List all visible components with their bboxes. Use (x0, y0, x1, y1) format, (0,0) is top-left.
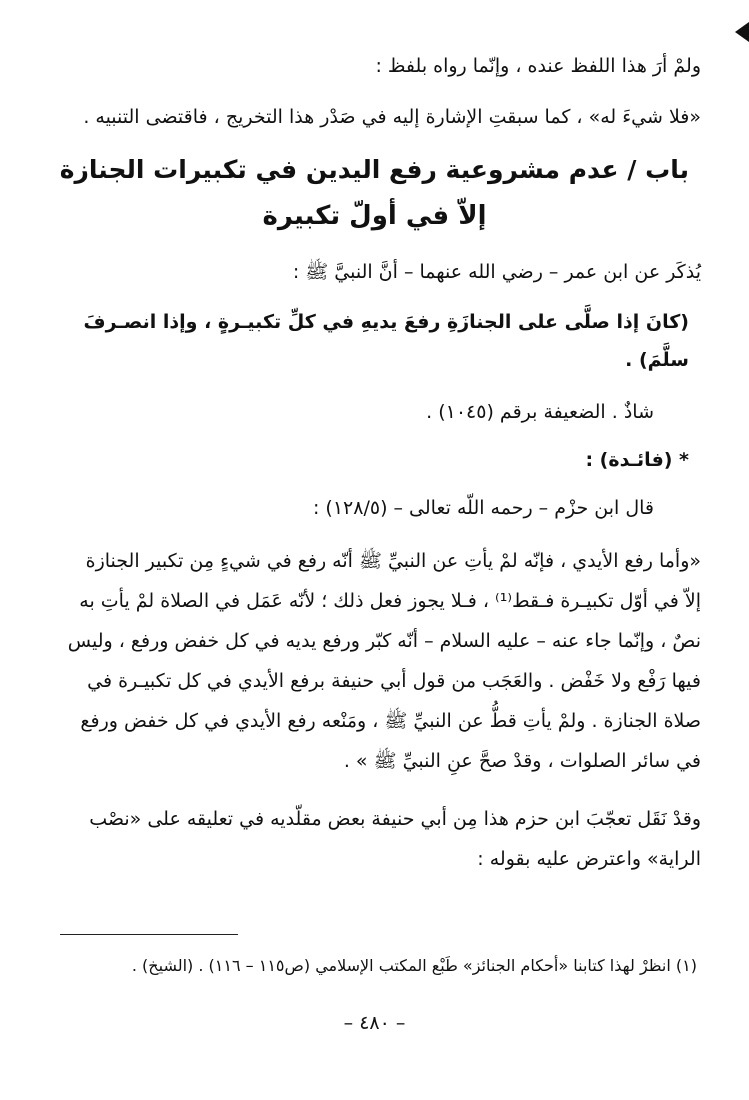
chapter-heading-line2: إلاّ في أولّ تكبيرة (262, 201, 487, 231)
text-line-1: ولمْ أرَ هذا اللفظ عنده ، وإنّما رواه بلفظ : (375, 55, 701, 77)
quote-line-5: صلاة الجنازة . ولمْ يأتِ قطُّ عن النبيِّ ﷺ ، ومَنْعه رفع الأيدي في كل خفض ورفع (80, 710, 701, 732)
hadith-text-line1: (كانَ إذا صلَّى على الجنازَةِ رفعَ يديهِ في كلِّ تكبيـرةٍ ، وإذا انصـرفَ (83, 311, 689, 333)
footnote-divider (60, 934, 238, 935)
quote-line-2: إلاّ في أوّل تكبيـرة فـقط⁽¹⁾ ، فـلا يجوز فعل ذلك ؛ لأنّه عَمَل في الصلاة لمْ يأتِ به (79, 590, 701, 612)
corner-mark-icon (735, 22, 749, 42)
text-line-2: «فلا شيءَ له» ، كما سبقتِ الإشارة إليه في صَدْر هذا التخريج ، فاقتضى التنبيه . (83, 106, 701, 128)
closing-line-1: وقدْ نَقَل تعجّبَ ابن حزم هذا مِن أبي حنيفة بعض مقلّديه في تعليقه على «نصْب (89, 808, 701, 830)
footnote: (١) انظرْ لهذا كتابنا «أحكام الجنائز» طَبْع المكتب الإسلامي (ص١١٥ – ١١٦) . (الشيخ) . (131, 956, 697, 975)
quote-line-3: نصٌ ، وإنّما جاء عنه – عليه السلام – أنّه كبّر ورفع يديه في كل خفض ورفع ، وليس (67, 630, 701, 652)
benefit-attribution: قال ابن حزْم – رحمه اللّه تعالى – (١٢٨/٥) : (312, 497, 654, 519)
quote-line-6: في سائر الصلوات ، وقدْ صحَّ عنِ النبيِّ ﷺ » . (343, 750, 701, 772)
quote-line-1: «وأما رفع الأيدي ، فإنّه لمْ يأتِ عن النبيِّ ﷺ أنّه رفع في شيءٍ مِن تكبير الجنازة (85, 550, 701, 572)
benefit-title: * (فائـدة) : (585, 449, 689, 471)
chapter-heading-line1: باب / عدم مشروعية رفع اليدين في تكبيرات الجنازة (59, 155, 689, 184)
hadith-intro: يُذكَر عن ابن عمر – رضي الله عنهما – أنَّ النبيَّ ﷺ : (292, 261, 701, 283)
quote-line-4: فيها رَفْع ولا خَفْض . والعَجَب من قول أبي حنيفة برفع الأيدي في كل تكبيـرة في (87, 670, 701, 692)
closing-line-2: الراية» واعترض عليه بقوله : (477, 848, 701, 870)
hadith-text-line2: سلَّمَ) . (625, 349, 689, 371)
page-number: – ٤٨٠ – (343, 1012, 406, 1034)
hadith-grade: شاذٌ . الضعيفة برقم (١٠٤٥) . (426, 401, 654, 423)
